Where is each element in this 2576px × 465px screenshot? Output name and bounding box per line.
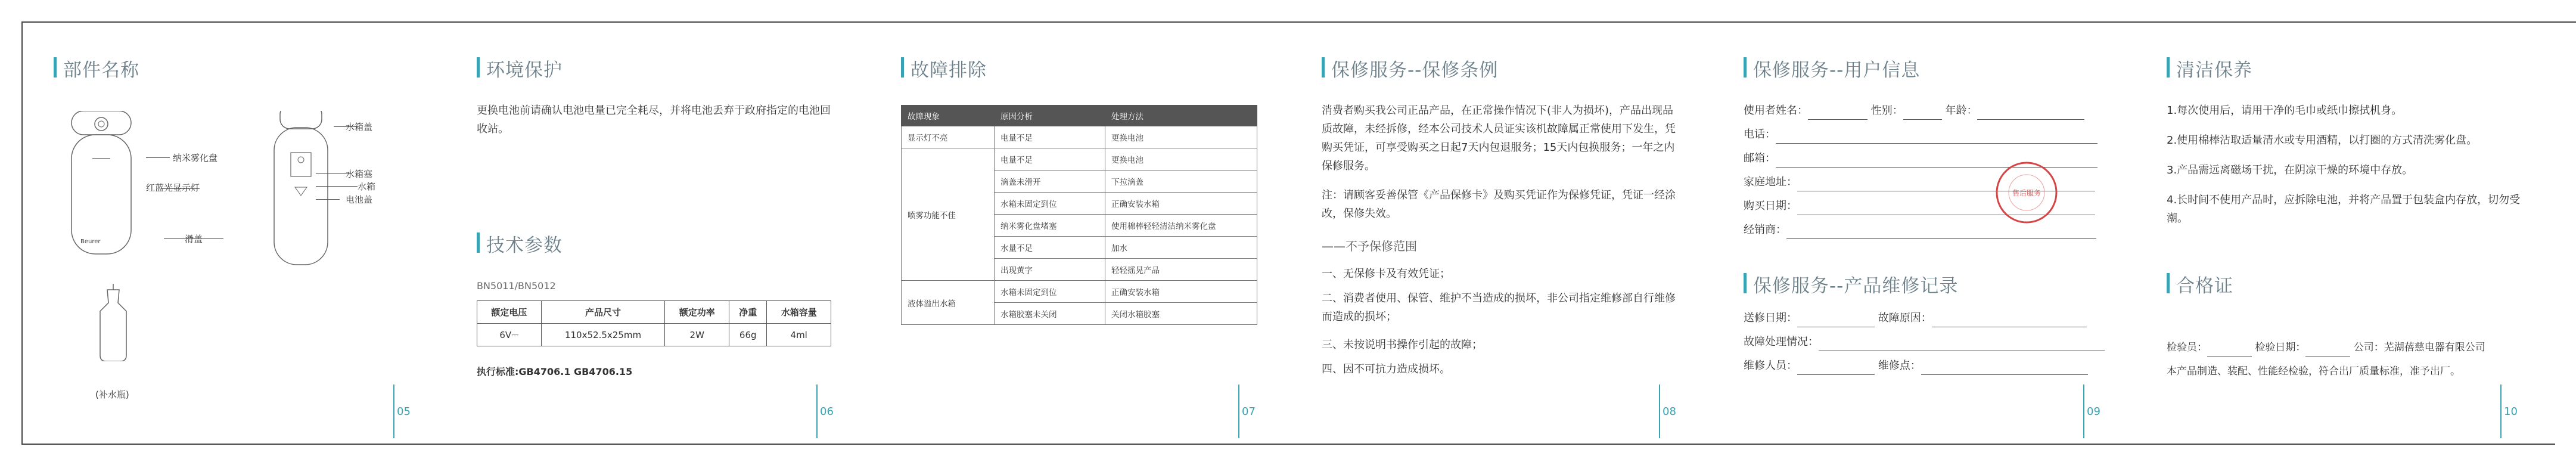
panel-parts xyxy=(54,21,435,442)
spec-cell: 6V⎓ xyxy=(477,324,542,346)
cause: 滴盖未滑开 xyxy=(995,170,1105,193)
panel-environment xyxy=(477,21,858,442)
cause: 纳米雾化盘堵塞 xyxy=(995,215,1105,237)
cause: 出现黄字 xyxy=(995,259,1105,281)
fix: 轻轻摇晃产品 xyxy=(1105,259,1257,281)
page-tick xyxy=(2083,385,2084,438)
symptom: 显示灯不亮 xyxy=(902,126,995,148)
label-tank-stopper: 水箱塞 xyxy=(346,169,373,179)
page-tick xyxy=(1659,385,1660,438)
field-label: 维修人员： xyxy=(1744,359,1797,372)
field-label: 故障原因： xyxy=(1878,312,1932,324)
spec-head: 产品尺寸 xyxy=(541,301,665,324)
repair-title: 保修服务--产品维修记录 xyxy=(1744,271,1958,297)
fix: 使用棉棒轻轻清洁纳米雾化盘 xyxy=(1105,215,1257,237)
page-number: 08 xyxy=(1663,405,1676,418)
cleaning-item: 1.每次使用后，请用干净的毛巾或纸巾擦拭机身。 xyxy=(2167,104,2403,117)
field-label: 电话： xyxy=(1744,128,1776,141)
symptom: 液体溢出水箱 xyxy=(902,281,995,325)
input-line[interactable] xyxy=(1786,238,2096,239)
repair-row xyxy=(1744,356,2088,375)
page-title: 故障排除 xyxy=(901,55,987,82)
input-line[interactable] xyxy=(1903,119,1942,120)
exclusion-item: 三、未按说明书操作引起的故障； xyxy=(1322,339,1483,351)
field-label: 使用者姓名： xyxy=(1744,104,1808,117)
label-refill-bottle: (补水瓶) xyxy=(95,389,129,400)
standard-text: 执行标准:GB4706.1 GB4706.15 xyxy=(477,366,633,377)
fix: 正确安装水箱 xyxy=(1105,281,1257,303)
service-stamp xyxy=(1994,160,2059,225)
cert-title: 合格证 xyxy=(2167,271,2233,297)
spec-cell: 110x52.5x25mm xyxy=(541,324,665,346)
field-label: 维修点： xyxy=(1878,359,1921,372)
stamp-text: 售后服务 xyxy=(2012,189,2041,197)
field-label: 检验日期： xyxy=(2255,342,2306,354)
warranty-para: 消费者购买我公司正品产品，在正常操作情况下(非人为损坏)，产品出现品质故障，未经拆修，经本公司技术人员证实该机故障属正常使用下发生，凭购买凭证，可享受购买之日起7天内包退服务；15天内包换服务；一年之内保修服务。 xyxy=(1322,104,1676,172)
spec-cell: 66g xyxy=(729,324,767,346)
page-title: 清洁保养 xyxy=(2167,55,2252,82)
repair-row xyxy=(1744,309,2087,327)
spec-head: 额定电压 xyxy=(477,301,542,324)
input-line[interactable] xyxy=(1776,143,2098,144)
table-head: 故障现象 xyxy=(902,106,995,126)
spec-cell: 2W xyxy=(665,324,729,346)
table-head: 处理方法 xyxy=(1105,106,1257,126)
fix: 加水 xyxy=(1105,237,1257,259)
input-line[interactable] xyxy=(2305,356,2350,357)
page-tick xyxy=(1238,385,1239,438)
exclusion-item: 四、因不可抗力造成损坏。 xyxy=(1322,363,1450,376)
panel-user-info xyxy=(1744,21,2125,442)
cause: 水箱胶塞未关闭 xyxy=(995,303,1105,325)
page-tick xyxy=(816,385,818,438)
input-line[interactable] xyxy=(1977,119,2084,120)
spec-table xyxy=(477,300,831,346)
page-tick xyxy=(393,385,394,438)
user-info-row xyxy=(1744,101,2084,120)
label-tank: 水箱 xyxy=(358,181,376,192)
field-label: 经销商： xyxy=(1744,224,1786,236)
cleaning-item: 3.产品需远离磁场干扰，在阴凉干燥的环境中存放。 xyxy=(2167,164,2413,176)
fix: 更换电池 xyxy=(1105,126,1257,148)
fix: 更换电池 xyxy=(1105,148,1257,170)
cause: 水箱未固定到位 xyxy=(995,281,1105,303)
cert-line xyxy=(2167,339,2485,357)
field-label: 检验员： xyxy=(2167,342,2207,354)
field-label: 送修日期： xyxy=(1744,312,1797,324)
label-battery-cover: 电池盖 xyxy=(346,194,373,205)
fix: 正确安装水箱 xyxy=(1105,193,1257,215)
troubleshoot-table xyxy=(901,105,1257,325)
fix: 关闭水箱胶塞 xyxy=(1105,303,1257,325)
tech-title: 技术参数 xyxy=(477,230,563,257)
user-info-row xyxy=(1744,125,2098,144)
label-indicator-light: 红蓝光显示灯 xyxy=(146,182,200,193)
fix: 下拉滴盖 xyxy=(1105,170,1257,193)
brand-logo: Beurer xyxy=(80,238,101,245)
cause: 水箱未固定到位 xyxy=(995,193,1105,215)
input-line[interactable] xyxy=(1921,374,2088,375)
page-title: 部件名称 xyxy=(54,55,139,82)
cert-statement: 本产品制造、装配、性能经检验，符合出厂质量标准，准予出厂。 xyxy=(2167,365,2460,377)
cause: 水量不足 xyxy=(995,237,1105,259)
field-label: 性别： xyxy=(1870,104,1903,117)
device-illustration xyxy=(66,111,399,361)
spec-head: 水箱容量 xyxy=(767,301,831,324)
panel-cleaning xyxy=(2167,21,2548,442)
page-number: 10 xyxy=(2504,405,2518,418)
page-title: 保修服务--保修条例 xyxy=(1322,55,1498,82)
input-line[interactable] xyxy=(2207,356,2252,357)
field-label: 年龄： xyxy=(1945,104,1978,117)
field-label: 家庭地址： xyxy=(1744,176,1797,188)
page-title: 环境保护 xyxy=(477,55,563,82)
env-text: 更换电池前请确认电池电量已完全耗尽，并将电池丢弃于政府指定的电池回收站。 xyxy=(477,104,831,135)
page-tick xyxy=(2500,385,2502,438)
frame-top-edge xyxy=(2554,21,2576,23)
field-label: 故障处理情况： xyxy=(1744,336,1819,348)
cleaning-item: 4.长时间不使用产品时，应拆除电池，并将产品置于包装盒内存放，切勿受潮。 xyxy=(2167,194,2521,225)
spec-cell: 4ml xyxy=(767,324,831,346)
panel-warranty-terms xyxy=(1322,21,1703,442)
model-number: BN5011/BN5012 xyxy=(477,280,556,292)
spec-head: 额定功率 xyxy=(665,301,729,324)
exclusion-subtitle: ——不予保修范围 xyxy=(1322,239,1417,253)
label-slide-cover: 滑盖 xyxy=(185,234,203,244)
exclusion-item: 二、消费者使用、保管、维护不当造成的损坏，非公司指定维修部自行维修而造成的损坏； xyxy=(1322,292,1676,323)
repair-row xyxy=(1744,333,2105,351)
page-number: 06 xyxy=(820,405,834,418)
page-number: 09 xyxy=(2087,405,2100,418)
field-label: 邮箱： xyxy=(1744,152,1776,165)
exclusion-item: 一、无保修卡及有效凭证； xyxy=(1322,268,1450,280)
page-number: 07 xyxy=(1242,405,1256,418)
page-number: 05 xyxy=(397,405,411,418)
panel-troubleshooting xyxy=(901,21,1282,442)
cause: 电量不足 xyxy=(995,126,1105,148)
cause: 电量不足 xyxy=(995,148,1105,170)
label-tank-cover: 水箱盖 xyxy=(346,122,373,132)
warranty-note: 注：请顾客妥善保管《产品保修卡》及购买凭证作为保修凭证，凭证一经涂改，保修失效。 xyxy=(1322,189,1676,220)
field-label: 购买日期： xyxy=(1744,200,1797,212)
cleaning-item: 2.使用棉棒沾取适量清水或专用酒精，以打圈的方式清洗雾化盘。 xyxy=(2167,134,2478,147)
label-mist-disc: 纳米雾化盘 xyxy=(173,153,218,163)
symptom: 喷雾功能不佳 xyxy=(902,148,995,281)
input-line[interactable] xyxy=(1808,119,1867,120)
spec-head: 净重 xyxy=(729,301,767,324)
page-title: 保修服务--用户信息 xyxy=(1744,55,1920,82)
company-name: 公司：芜湖蓓慈电器有限公司 xyxy=(2353,342,2485,354)
input-line[interactable] xyxy=(1797,374,1875,375)
table-head: 原因分析 xyxy=(995,106,1105,126)
